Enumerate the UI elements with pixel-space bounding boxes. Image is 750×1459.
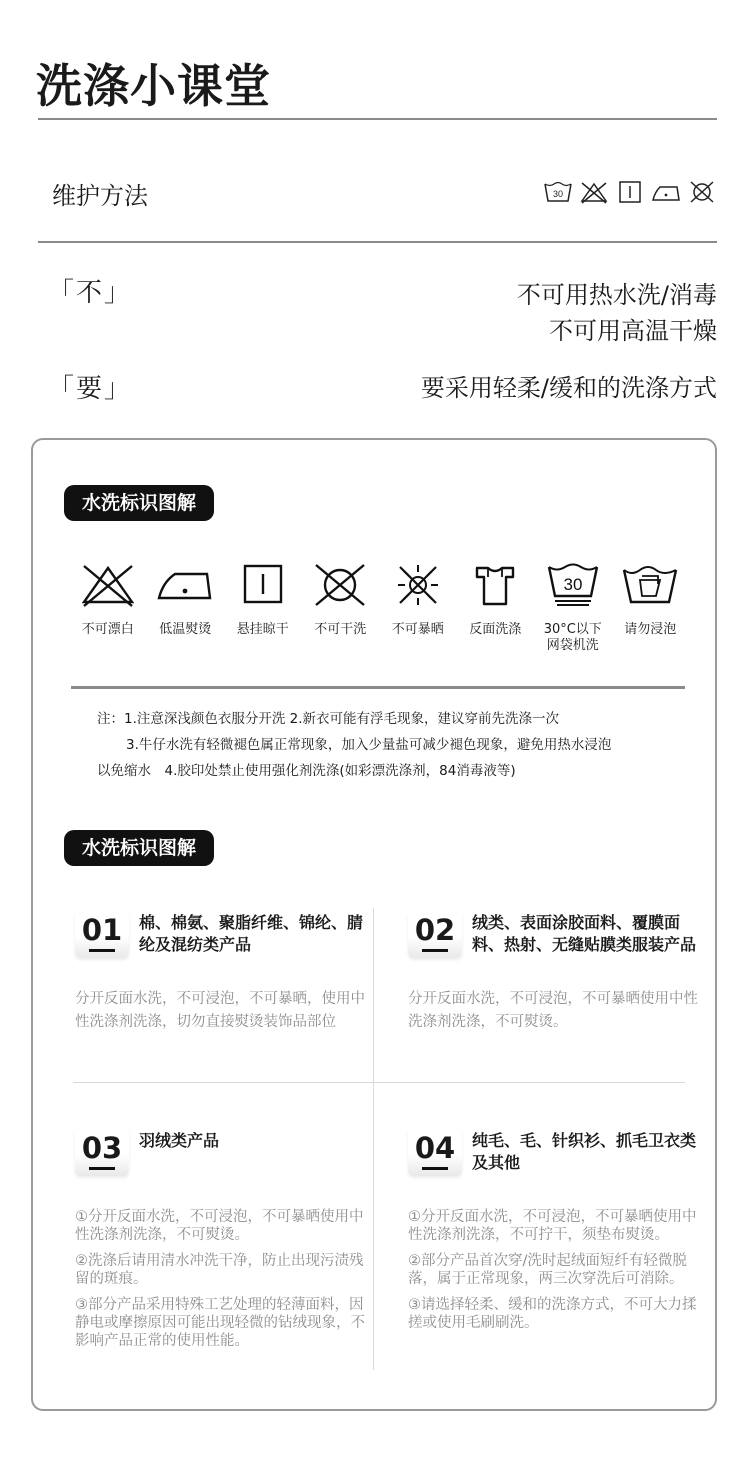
no-dryclean-icon (687, 180, 717, 204)
washing-guide-card (31, 438, 717, 1411)
do-line: 要采用轻柔/缓和的洗涤方式 (420, 374, 717, 402)
item-number: 02 (408, 910, 462, 958)
note-line-1: 注：1.注意深浅颜色衣服分开洗 2.新衣可能有浮毛现象，建议穿前先洗涤一次 (97, 711, 560, 727)
item-body-text: ②洗涤后请用清水冲洗干净，防止出现污渍残留的斑痕。 (75, 1253, 364, 1287)
dont-line-2: 不可用高温干燥 (549, 317, 717, 345)
item-body (408, 988, 698, 1034)
item-number: 01 (75, 910, 129, 958)
wash-symbols-row (69, 562, 689, 654)
item-body (75, 1208, 365, 1358)
item-number: 04 (408, 1128, 462, 1176)
title-divider (38, 118, 717, 120)
item-number: 03 (75, 1128, 129, 1176)
note-line-2: 3.牛仔水洗有轻微褪色属正常现象，加入少量盐可减少褪色现象，避免用热水浸泡 (126, 737, 612, 753)
iron-low-icon (651, 180, 681, 204)
no-sun-dry-icon (388, 562, 448, 608)
section-pill-materials: 水洗标识图解 (64, 830, 214, 866)
svg-text:30: 30 (552, 189, 564, 199)
care-method-label: 维护方法 (52, 182, 148, 210)
item-body-text: ②部分产品首次穿/洗时起绒面短纤有轻微脱落，属于正常现象，两三次穿洗后可消除。 (408, 1253, 687, 1287)
no-soak-icon (620, 562, 680, 608)
section-pill-symbols: 水洗标识图解 (64, 485, 214, 521)
item-heading: 纯毛、毛、针织衫、抓毛卫衣类及其他 (472, 1131, 697, 1172)
care-icons-row (543, 180, 717, 204)
item-body-text: ①分开反面水洗，不可浸泡，不可暴晒使用中性洗涤剂洗涤，不可拧干，须垫布熨烫。 (408, 1209, 697, 1243)
symbol-caption: 请勿浸泡 (624, 622, 677, 637)
no-dryclean-icon (310, 562, 370, 608)
page-title: 洗涤小课堂 (36, 59, 271, 113)
item-heading: 棉、棉氨、聚脂纤维、锦纶、腈纶及混纺类产品 (139, 913, 364, 954)
note-line-3: 以免缩水 4.胶印处禁止使用强化剂洗涤(如彩漂洗涤剂，84消毒液等) (97, 763, 516, 779)
item-body-text: ③请选择轻柔、缓和的洗涤方式，不可大力揉搓或使用毛刷刷洗。 (408, 1297, 697, 1331)
wash-30-icon (543, 562, 603, 608)
symbol-caption: 不可干洗 (314, 622, 367, 637)
symbol-wash-30 (534, 562, 612, 654)
do-bracket: 「要」 (48, 374, 133, 404)
item-body-text: 分开反面水洗，不可浸泡，不可暴晒使用中性洗涤剂洗涤，不可熨烫。 (408, 991, 698, 1030)
item-body (75, 988, 365, 1034)
symbol-inside-out (457, 562, 535, 654)
item-body-text: ①分开反面水洗，不可浸泡，不可暴晒使用中性洗涤剂洗涤，不可熨烫。 (75, 1209, 364, 1243)
wash-temp-value: 30 (563, 575, 583, 594)
symbol-iron-low (147, 562, 225, 654)
item-heading: 绒类、表面涂胶面料、覆膜面料、热射、无缝贴膜类服装产品 (472, 913, 697, 954)
symbol-caption: 低温熨烫 (159, 622, 212, 637)
care-divider (38, 241, 717, 243)
grid-horizontal-divider (73, 1082, 685, 1083)
symbol-no-soak (612, 562, 690, 654)
item-body (408, 1208, 698, 1340)
symbol-line-dry (224, 562, 302, 654)
item-body-text: 分开反面水洗，不可浸泡，不可暴晒，使用中性洗涤剂洗涤，切勿直接熨烫装饰品部位 (75, 991, 365, 1030)
symbol-caption: 不可漂白 (81, 622, 134, 637)
care-notes (97, 706, 687, 784)
symbol-caption: 反面洗涤 (469, 622, 522, 637)
iron-low-icon (155, 562, 215, 608)
no-bleach-icon (78, 562, 138, 608)
dont-bracket: 「不」 (48, 278, 133, 308)
grid-vertical-divider (373, 908, 374, 1370)
item-body-text: ③部分产品采用特殊工艺处理的轻薄面料，因静电或摩擦原因可能出现轻微的钻绒现象，不影响产品正常的使用性能。 (75, 1297, 365, 1349)
line-dry-icon (615, 180, 645, 204)
symbol-caption: 30°C以下 网袋机洗 (543, 622, 602, 653)
symbol-caption: 不可暴晒 (391, 622, 444, 637)
line-dry-icon (233, 562, 293, 608)
inside-out-icon (465, 562, 525, 608)
item-heading: 羽绒类产品 (139, 1131, 220, 1150)
symbol-no-sun-dry (379, 562, 457, 654)
no-bleach-icon (579, 180, 609, 204)
notes-divider (71, 686, 685, 689)
symbol-no-dryclean (302, 562, 380, 654)
dont-line-1: 不可用热水洗/消毒 (516, 281, 717, 309)
wash-30-icon (543, 180, 573, 204)
symbol-caption: 悬挂晾干 (236, 622, 289, 637)
symbol-no-bleach (69, 562, 147, 654)
dont-lines (517, 277, 717, 349)
